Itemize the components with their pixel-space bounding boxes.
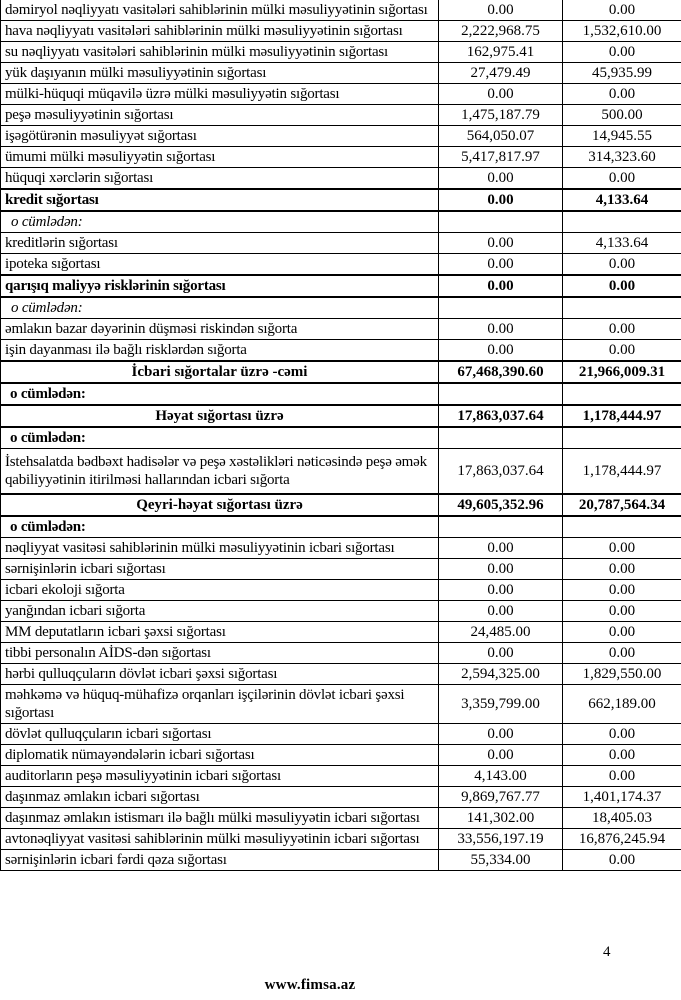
amount-col2-cell: 0.00 (563, 0, 681, 21)
insurance-type-cell: ümumi mülki məsuliyyətin sığortası (1, 147, 439, 168)
amount-col2-cell: 21,966,009.31 (563, 361, 681, 383)
insurance-type-cell: daşınmaz əmlakın icbari sığortası (1, 787, 439, 808)
amount-col1-cell (439, 427, 563, 449)
amount-col2-cell: 18,405.03 (563, 808, 681, 829)
amount-col2-cell: 0.00 (563, 766, 681, 787)
amount-col1-cell: 0.00 (439, 538, 563, 559)
insurance-type-cell: auditorların peşə məsuliyyətinin icbari sığortası (1, 766, 439, 787)
amount-col1-cell: 0.00 (439, 319, 563, 340)
amount-col2-cell: 4,133.64 (563, 189, 681, 211)
table-row (1, 254, 681, 276)
total-label-cell: Həyat sığortası üzrə (1, 405, 439, 427)
amount-col2-cell (563, 211, 681, 233)
table-row (1, 643, 681, 664)
table-row (1, 126, 681, 147)
amount-col1-cell: 0.00 (439, 601, 563, 622)
insurance-type-cell: hərbi qulluqçuların dövlət icbari şəxsi sığortası (1, 664, 439, 685)
amount-col1-cell: 17,863,037.64 (439, 449, 563, 495)
amount-col2-cell: 4,133.64 (563, 233, 681, 254)
table-row-total (1, 361, 681, 383)
table-row (1, 808, 681, 829)
amount-col1-cell: 162,975.41 (439, 42, 563, 63)
amount-col2-cell: 0.00 (563, 601, 681, 622)
table-row-subheading (1, 516, 681, 538)
amount-col1-cell: 9,869,767.77 (439, 787, 563, 808)
total-label-cell: İcbari sığortalar üzrə -cəmi (1, 361, 439, 383)
insurance-type-cell: MM deputatların icbari şəxsi sığortası (1, 622, 439, 643)
amount-col2-cell: 0.00 (563, 168, 681, 190)
insurance-type-cell: sərnişinlərin icbari sığortası (1, 559, 439, 580)
insurance-type-cell: tibbi personalın AİDS-dən sığortası (1, 643, 439, 664)
insurance-type-cell: işəgötürənin məsuliyyət sığortası (1, 126, 439, 147)
table-row (1, 168, 681, 190)
insurance-type-cell: su nəqliyyatı vasitələri sahiblərinin mülki məsuliyyətinin sığortası (1, 42, 439, 63)
insurance-type-cell: İstehsalatda bədbəxt hadisələr və peşə xəstəlikləri nəticəsində peşə əmək qabiliyyətinin itirilməsi hallarından icbari sığorta (1, 449, 439, 495)
table-row (1, 559, 681, 580)
amount-col2-cell: 0.00 (563, 275, 681, 297)
table-row-total (1, 494, 681, 516)
table-row (1, 538, 681, 559)
amount-col2-cell: 1,829,550.00 (563, 664, 681, 685)
table-row-subheading (1, 297, 681, 319)
amount-col1-cell: 0.00 (439, 254, 563, 276)
amount-col2-cell: 0.00 (563, 538, 681, 559)
insurance-type-cell: işin dayanması ilə bağlı risklərdən sığorta (1, 340, 439, 362)
amount-col2-cell: 0.00 (563, 319, 681, 340)
amount-col1-cell: 24,485.00 (439, 622, 563, 643)
insurance-type-cell: nəqliyyat vasitəsi sahiblərinin mülki məsuliyyətinin icbari sığortası (1, 538, 439, 559)
table-row (1, 829, 681, 850)
table-row-subheading (1, 427, 681, 449)
insurance-type-cell: dövlət qulluqçuların icbari sığortası (1, 724, 439, 745)
amount-col1-cell: 564,050.07 (439, 126, 563, 147)
table-row (1, 63, 681, 84)
amount-col1-cell: 0.00 (439, 724, 563, 745)
table-row (1, 601, 681, 622)
table-row (1, 766, 681, 787)
amount-col2-cell: 0.00 (563, 580, 681, 601)
subheading-cell: o cümlədən: (1, 516, 439, 538)
amount-col1-cell: 0.00 (439, 275, 563, 297)
amount-col1-cell: 67,468,390.60 (439, 361, 563, 383)
amount-col2-cell: 1,178,444.97 (563, 405, 681, 427)
table-row (1, 850, 681, 871)
amount-col1-cell (439, 383, 563, 405)
amount-col2-cell: 16,876,245.94 (563, 829, 681, 850)
insurance-type-cell: yük daşıyanın mülki məsuliyyətinin sığortası (1, 63, 439, 84)
amount-col2-cell: 0.00 (563, 745, 681, 766)
amount-col1-cell: 0.00 (439, 340, 563, 362)
amount-col1-cell (439, 516, 563, 538)
table-row (1, 233, 681, 254)
table-row (1, 84, 681, 105)
insurance-type-cell: yanğından icbari sığorta (1, 601, 439, 622)
insurance-type-cell: mülki-hüquqi müqavilə üzrə mülki məsuliyyətin sığortası (1, 84, 439, 105)
insurance-type-cell: məhkəmə və hüquq-mühafizə orqanları işçilərinin dövlət icbari şəxsi sığortası (1, 685, 439, 724)
amount-col2-cell: 45,935.99 (563, 63, 681, 84)
table-row-subheading (1, 211, 681, 233)
amount-col2-cell: 500.00 (563, 105, 681, 126)
table-row (1, 724, 681, 745)
amount-col2-cell: 662,189.00 (563, 685, 681, 724)
amount-col1-cell: 0.00 (439, 189, 563, 211)
amount-col2-cell: 20,787,564.34 (563, 494, 681, 516)
amount-col1-cell: 1,475,187.79 (439, 105, 563, 126)
table-row (1, 147, 681, 168)
amount-col2-cell: 0.00 (563, 643, 681, 664)
total-label-cell: Qeyri-həyat sığortası üzrə (1, 494, 439, 516)
amount-col2-cell: 0.00 (563, 254, 681, 276)
website-url: www.fimsa.az (264, 977, 356, 993)
amount-col2-cell: 1,401,174.37 (563, 787, 681, 808)
amount-col1-cell: 0.00 (439, 168, 563, 190)
amount-col1-cell: 5,417,817.97 (439, 147, 563, 168)
amount-col1-cell: 141,302.00 (439, 808, 563, 829)
table-row (1, 745, 681, 766)
amount-col1-cell: 33,556,197.19 (439, 829, 563, 850)
amount-col2-cell: 0.00 (563, 622, 681, 643)
amount-col2-cell: 0.00 (563, 340, 681, 362)
table-row (1, 580, 681, 601)
amount-col2-cell: 1,532,610.00 (563, 21, 681, 42)
amount-col2-cell: 0.00 (563, 559, 681, 580)
amount-col1-cell: 55,334.00 (439, 850, 563, 871)
amount-col2-cell: 0.00 (563, 42, 681, 63)
table-row (1, 105, 681, 126)
table-row-total (1, 405, 681, 427)
amount-col2-cell (563, 427, 681, 449)
table-row (1, 787, 681, 808)
amount-col1-cell: 3,359,799.00 (439, 685, 563, 724)
insurance-type-cell: hüquqi xərclərin sığortası (1, 168, 439, 190)
table-row (1, 319, 681, 340)
subheading-cell: o cümlədən: (1, 427, 439, 449)
insurance-type-cell: diplomatik nümayəndələrin icbari sığortası (1, 745, 439, 766)
insurance-type-cell: kreditlərin sığortası (1, 233, 439, 254)
table-row (1, 449, 681, 495)
table-row-section (1, 275, 681, 297)
amount-col1-cell: 0.00 (439, 84, 563, 105)
amount-col1-cell: 4,143.00 (439, 766, 563, 787)
insurance-type-cell: qarışıq maliyyə risklərinin sığortası (1, 275, 439, 297)
amount-col2-cell: 1,178,444.97 (563, 449, 681, 495)
amount-col1-cell (439, 297, 563, 319)
amount-col2-cell (563, 297, 681, 319)
amount-col2-cell (563, 383, 681, 405)
table-row (1, 21, 681, 42)
amount-col1-cell: 0.00 (439, 643, 563, 664)
insurance-type-cell: icbari ekoloji sığorta (1, 580, 439, 601)
amount-col2-cell: 14,945.55 (563, 126, 681, 147)
insurance-type-cell: dəmiryol nəqliyyatı vasitələri sahiblərinin mülki məsuliyyətinin sığortası (1, 0, 439, 21)
amount-col1-cell: 0.00 (439, 580, 563, 601)
page-number: 4 (603, 944, 611, 960)
amount-col1-cell (439, 211, 563, 233)
amount-col1-cell: 0.00 (439, 745, 563, 766)
amount-col2-cell (563, 516, 681, 538)
amount-col1-cell: 2,222,968.75 (439, 21, 563, 42)
insurance-type-cell: sərnişinlərin icbari fərdi qəza sığortası (1, 850, 439, 871)
amount-col1-cell: 0.00 (439, 559, 563, 580)
subheading-cell: o cümlədən: (1, 297, 439, 319)
amount-col1-cell: 2,594,325.00 (439, 664, 563, 685)
amount-col1-cell: 0.00 (439, 233, 563, 254)
subheading-cell: o cümlədən: (1, 383, 439, 405)
subheading-cell: o cümlədən: (1, 211, 439, 233)
amount-col2-cell: 0.00 (563, 84, 681, 105)
amount-col1-cell: 0.00 (439, 0, 563, 21)
insurance-type-cell: avtonəqliyyat vasitəsi sahiblərinin mülki məsuliyyətinin icbari sığortası (1, 829, 439, 850)
amount-col2-cell: 0.00 (563, 724, 681, 745)
amount-col1-cell: 17,863,037.64 (439, 405, 563, 427)
table-row (1, 664, 681, 685)
table-row (1, 0, 681, 21)
insurance-type-cell: hava nəqliyyatı vasitələri sahiblərinin mülki məsuliyyətinin sığortası (1, 21, 439, 42)
amount-col1-cell: 49,605,352.96 (439, 494, 563, 516)
amount-col1-cell: 27,479.49 (439, 63, 563, 84)
table-row (1, 42, 681, 63)
insurance-type-cell: kredit sığortası (1, 189, 439, 211)
table-row (1, 685, 681, 724)
table-row (1, 622, 681, 643)
insurance-type-cell: daşınmaz əmlakın istismarı ilə bağlı mülki məsuliyyətin icbari sığortası (1, 808, 439, 829)
insurance-type-cell: ipoteka sığortası (1, 254, 439, 276)
table-row (1, 340, 681, 362)
amount-col2-cell: 314,323.60 (563, 147, 681, 168)
table-row-subheading (1, 383, 681, 405)
insurance-type-cell: əmlakın bazar dəyərinin düşməsi riskindən sığorta (1, 319, 439, 340)
table-row-section (1, 189, 681, 211)
insurance-type-cell: peşə məsuliyyətinin sığortası (1, 105, 439, 126)
amount-col2-cell: 0.00 (563, 850, 681, 871)
